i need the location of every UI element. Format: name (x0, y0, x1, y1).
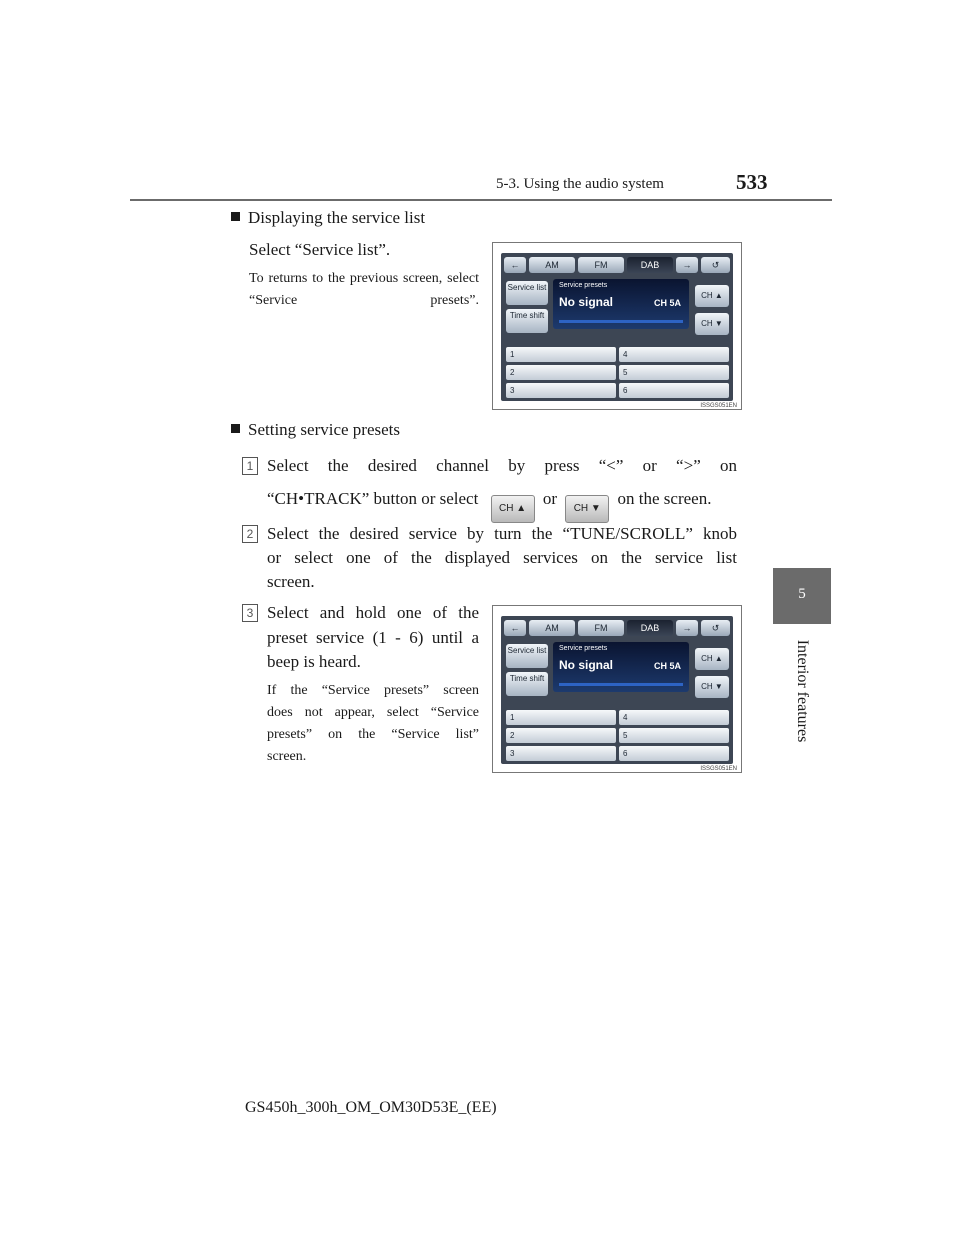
preset-button[interactable]: 4 (619, 347, 729, 362)
footer-code: GS450h_300h_OM_OM30D53E_(EE) (245, 1099, 497, 1116)
preset-button[interactable]: 6 (619, 746, 729, 761)
forward-arrow-icon[interactable]: → (676, 257, 698, 273)
preset-button[interactable]: 2 (506, 728, 616, 743)
back-arrow-icon[interactable]: ← (504, 620, 526, 636)
source-tab-bar (504, 257, 730, 273)
service-list-button[interactable]: Service list (506, 644, 548, 668)
step-number: 1 (242, 457, 258, 475)
note-text: If the “Service presets” screen (267, 683, 479, 698)
header-rule (130, 199, 832, 201)
bullet-square-icon (231, 212, 240, 221)
chapter-tab: 5 (773, 568, 831, 624)
step-text: Select and hold one of the (267, 603, 479, 622)
preset-button[interactable]: 1 (506, 710, 616, 725)
ch-up-inline-button: CH ▲ (491, 495, 535, 523)
audio-screen-illustration (492, 605, 742, 773)
source-tab-bar (504, 620, 730, 636)
preset-button[interactable]: 4 (619, 710, 729, 725)
figure-code: ISSGS051EN (700, 766, 737, 772)
station-display: Service presets No signal CH 5A (553, 642, 689, 692)
page-number: 533 (736, 170, 768, 194)
time-shift-button[interactable]: Time shift (506, 672, 548, 696)
step-number: 2 (242, 525, 258, 543)
preset-button[interactable]: 1 (506, 347, 616, 362)
preset-button[interactable]: 2 (506, 365, 616, 380)
return-icon[interactable]: ↺ (701, 620, 730, 636)
bullet-square-icon (231, 424, 240, 433)
return-icon[interactable]: ↺ (701, 257, 730, 273)
section-heading-service-list: Displaying the service list (231, 208, 425, 228)
note-text: To returns to the previous screen, select “Service presets”. (249, 271, 479, 308)
time-shift-button[interactable]: Time shift (506, 309, 548, 333)
step-text: beep is heard. (267, 652, 361, 671)
step-text: preset service (1 - 6) until a (267, 628, 479, 647)
ch-up-button[interactable]: CH ▲ (695, 648, 729, 670)
preset-button[interactable]: 3 (506, 383, 616, 398)
step-text: or select one of the displayed services on the service list (267, 548, 737, 567)
preset-button[interactable]: 5 (619, 728, 729, 743)
station-display: Service presets No signal CH 5A (553, 279, 689, 329)
screen-frame (501, 616, 733, 764)
tab-am[interactable]: AM (529, 257, 575, 273)
tab-am[interactable]: AM (529, 620, 575, 636)
tab-dab[interactable]: DAB (627, 257, 673, 273)
chapter-label: Interior features (794, 639, 811, 743)
step-text: Select the desired channel by press “<” or “>” on (267, 456, 737, 475)
note-text: does not appear, select “Service (267, 705, 479, 720)
back-arrow-icon[interactable]: ← (504, 257, 526, 273)
tab-fm[interactable]: FM (578, 620, 624, 636)
step-text: screen. (267, 572, 315, 591)
step-text: “CH•TRACK” button or select CH ▲ or CH ▼ on the screen. (267, 486, 711, 523)
note-text: screen. (267, 749, 307, 764)
instruction-text: Select “Service list”. (249, 240, 391, 259)
screen-frame (501, 253, 733, 401)
note-text: presets” on the “Service list” (267, 727, 479, 742)
preset-button[interactable]: 5 (619, 365, 729, 380)
audio-screen-illustration (492, 242, 742, 410)
preset-button[interactable]: 6 (619, 383, 729, 398)
ch-up-button[interactable]: CH ▲ (695, 285, 729, 307)
section-heading-presets: Setting service presets (231, 420, 400, 440)
ch-down-inline-button: CH ▼ (565, 495, 609, 523)
tab-dab[interactable]: DAB (627, 620, 673, 636)
forward-arrow-icon[interactable]: → (676, 620, 698, 636)
section-title: 5-3. Using the audio system (496, 176, 664, 192)
ch-down-button[interactable]: CH ▼ (695, 313, 729, 335)
figure-code: ISSGS051EN (700, 403, 737, 409)
tab-fm[interactable]: FM (578, 257, 624, 273)
step-number: 3 (242, 604, 258, 622)
step-text: Select the desired service by turn the “TUNE/SCROLL” knob (267, 524, 737, 543)
ch-down-button[interactable]: CH ▼ (695, 676, 729, 698)
preset-button[interactable]: 3 (506, 746, 616, 761)
service-list-button[interactable]: Service list (506, 281, 548, 305)
